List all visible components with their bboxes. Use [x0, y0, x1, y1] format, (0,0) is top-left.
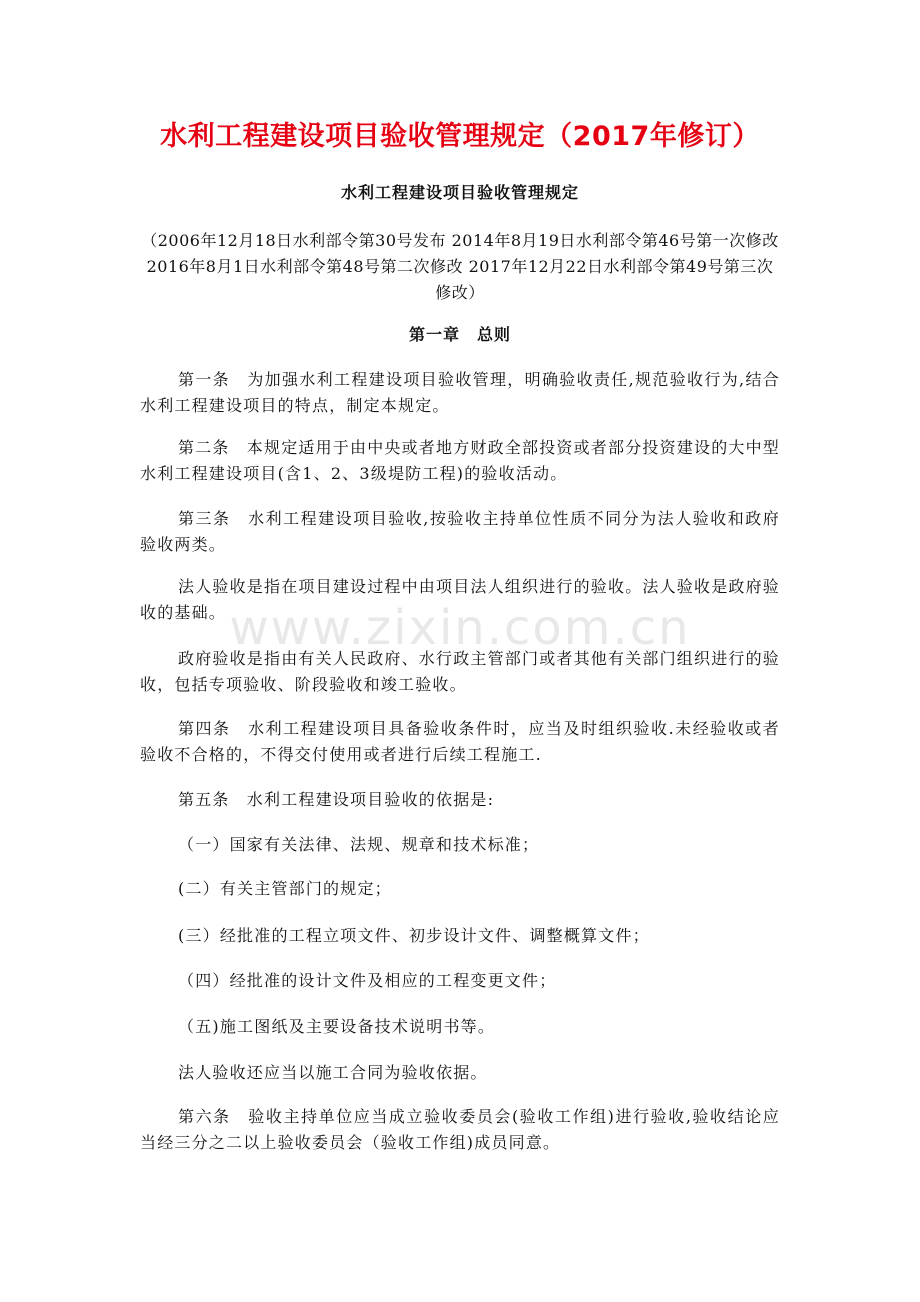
paragraph-government-acceptance: 政府验收是指由有关人民政府、水行政主管部门或者其他有关部门组织进行的验收，包括专项验收、阶段验收和竣工验收。 [140, 649, 781, 694]
watermark: www.zixin.com.cn [229, 600, 691, 656]
article-4: 第四条 水利工程建设项目具备验收条件时，应当及时组织验收.未经验收或者验收不合格的，不得交付使用或者进行后续工程施工. [140, 719, 780, 764]
revision-history: （2006年12月18日水利部令第30号发布 2014年8月19日水利部令第46号第一次修改 2016年8月1日水利部令第48号第二次修改 2017年12月22日水利部令第49号第三次修改） [141, 231, 779, 302]
basis-item-3: (三）经批准的工程立项文件、初步设计文件、调整概算文件； [178, 926, 650, 945]
paragraph-legal-person-acceptance: 法人验收是指在项目建设过程中由项目法人组织进行的验收。法人验收是政府验收的基础。 [140, 577, 781, 622]
basis-item-5: （五)施工图纸及主要设备技术说明书等。 [178, 1017, 496, 1036]
paragraph-contract-basis: 法人验收还应当以施工合同为验收依据。 [178, 1063, 488, 1082]
document-subtitle: 水利工程建设项目验收管理规定 [340, 183, 579, 202]
article-3: 第三条 水利工程建设项目验收,按验收主持单位性质不同分为法人验收和政府验收两类。 [140, 509, 780, 554]
article-5: 第五条 水利工程建设项目验收的依据是: [178, 790, 495, 809]
article-6: 第六条 验收主持单位应当成立验收委员会(验收工作组)进行验收,验收结论应当经三分之二以上验收委员会（验收工作组)成员同意。 [140, 1107, 780, 1152]
basis-item-1: （一）国家有关法律、法规、规章和技术标准； [178, 835, 540, 854]
article-1: 第一条 为加强水利工程建设项目验收管理，明确验收责任,规范验收行为,结合水利工程建设项目的特点，制定本规定。 [140, 370, 780, 415]
basis-item-2: (二）有关主管部门的规定； [178, 879, 392, 898]
basis-item-4: （四）经批准的设计文件及相应的工程变更文件； [178, 971, 557, 990]
chapter-heading: 第一章 总则 [408, 325, 511, 344]
document-title: 水利工程建设项目验收管理规定（2017年修订） [160, 121, 760, 152]
article-2: 第二条 本规定适用于由中央或者地方财政全部投资或者部分投资建设的大中型水利工程建设项目(含1、2、3级堤防工程)的验收活动。 [140, 438, 781, 483]
